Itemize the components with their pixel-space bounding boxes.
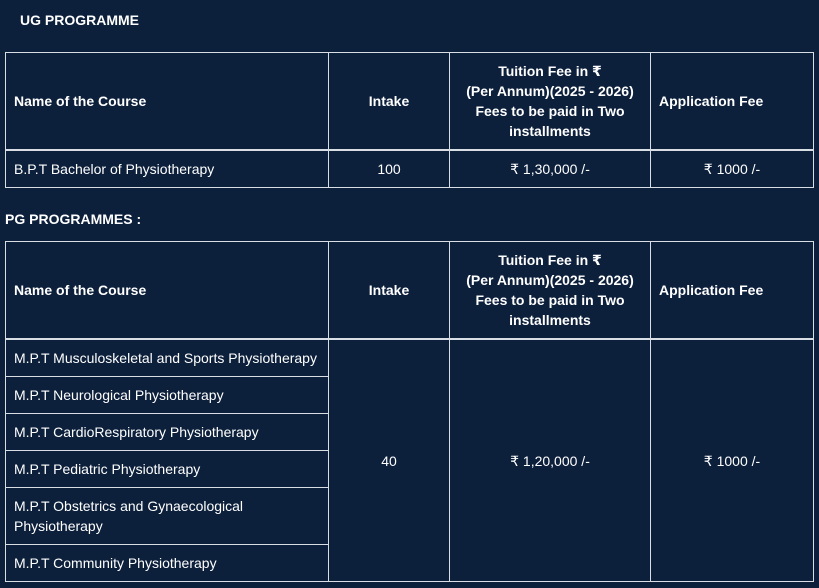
course-name-cell: M.P.T Community Physiotherapy [6, 545, 329, 582]
tuition-header-line: (Per Annum)(2025 - 2026) [466, 83, 634, 99]
tuition-header-line: Fees to be paid in Two [475, 292, 625, 308]
tuition-header-line: (Per Annum)(2025 - 2026) [466, 272, 634, 288]
intake-cell: 40 [329, 339, 450, 582]
tuition-header-line: Tuition Fee in ₹ [498, 63, 602, 79]
intake-cell: 100 [329, 150, 450, 188]
tuition-fee-cell: ₹ 1,20,000 /- [450, 339, 651, 582]
pg-header-row [6, 242, 814, 340]
intake-header: Intake [329, 53, 450, 151]
application-fee-cell: ₹ 1000 /- [651, 150, 814, 188]
course-name-cell: M.P.T Pediatric Physiotherapy [6, 451, 329, 488]
tuition-fee-cell: ₹ 1,30,000 /- [450, 150, 651, 188]
tuition-header-line: Fees to be paid in Two [475, 103, 625, 119]
course-name-cell: M.P.T CardioRespiratory Physiotherapy [6, 414, 329, 451]
pg-fee-table [5, 241, 814, 582]
ug-programme-heading: UG PROGRAMME [20, 12, 139, 28]
course-name-cell: B.P.T Bachelor of Physiotherapy [6, 150, 329, 188]
ug-fee-table [5, 52, 814, 188]
tuition-header-line: Tuition Fee in ₹ [498, 252, 602, 268]
table-row [6, 150, 814, 188]
intake-header: Intake [329, 242, 450, 340]
tuition-header-line: installments [509, 312, 591, 328]
ug-header-row [6, 53, 814, 151]
course-name-cell: M.P.T Musculoskeletal and Sports Physiotherapy [6, 339, 329, 377]
application-fee-header: Application Fee [651, 242, 814, 340]
application-fee-header: Application Fee [651, 53, 814, 151]
tuition-fee-header [450, 242, 651, 340]
course-name-header: Name of the Course [6, 53, 329, 151]
tuition-fee-header [450, 53, 651, 151]
course-name-header: Name of the Course [6, 242, 329, 340]
application-fee-cell: ₹ 1000 /- [651, 339, 814, 582]
table-row [6, 339, 814, 377]
pg-programmes-heading: PG PROGRAMMES : [5, 211, 142, 227]
tuition-header-line: installments [509, 123, 591, 139]
course-name-cell: M.P.T Neurological Physiotherapy [6, 377, 329, 414]
course-name-cell: M.P.T Obstetrics and Gynaecological Physiotherapy [6, 488, 329, 545]
